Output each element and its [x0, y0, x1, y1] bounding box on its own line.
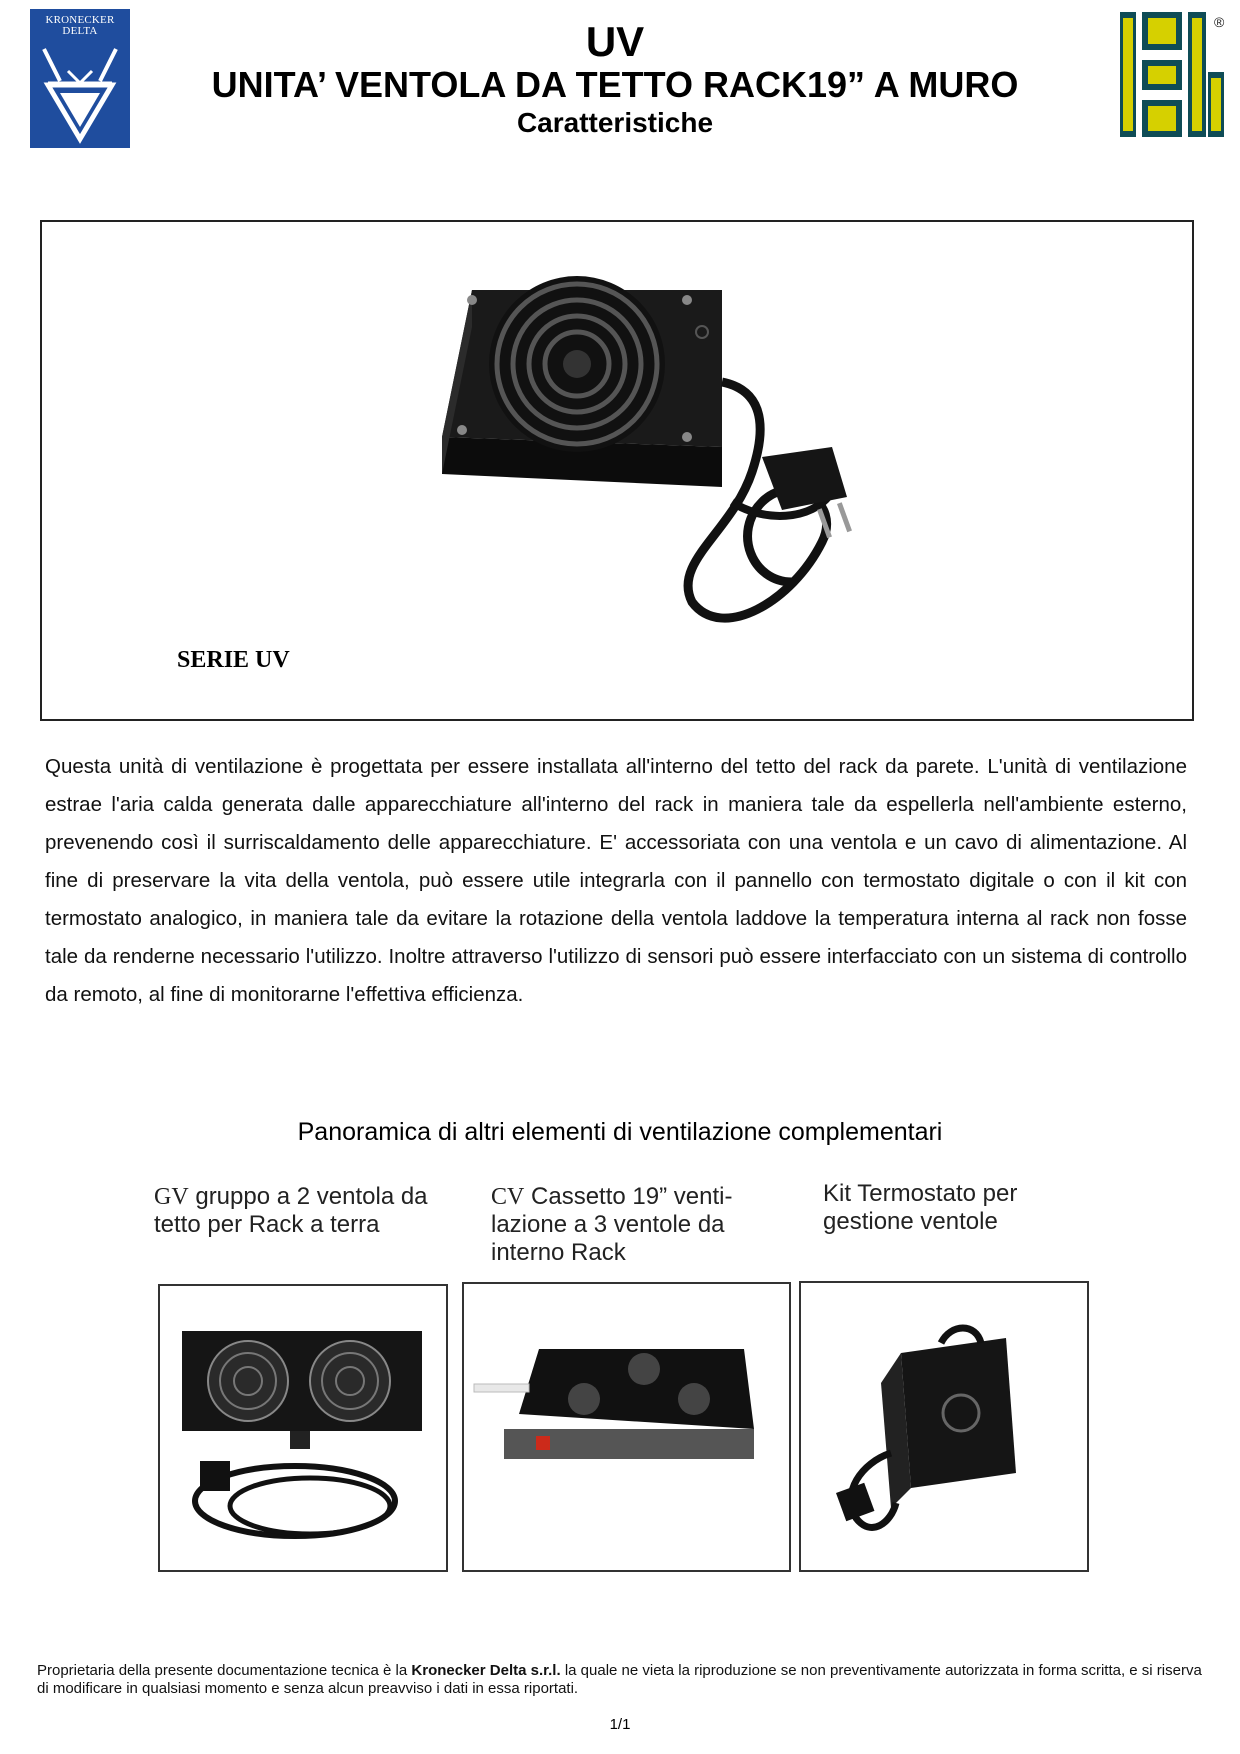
thermostat-kit-image	[801, 1283, 1087, 1570]
kit-text: Kit Termostato per gestione ventole	[823, 1180, 1018, 1235]
page-number: 1/1	[609, 1716, 631, 1733]
complementary-section-title: Panoramica di altri elementi di ventilazione complementari	[297, 1118, 943, 1146]
kronecker-delta-logo	[30, 9, 130, 148]
product-image-box	[40, 220, 1194, 721]
document-section: Caratteristiche	[516, 107, 714, 138]
rack-drawer-image	[464, 1284, 789, 1570]
gv-thumbnail	[158, 1284, 448, 1572]
product-description: Questa unità di ventilazione è progettata per essere installata all'interno del tetto del rack da parete. L'unità di ventilazione estrae l'aria calda generata dalle apparecchiature all'interno del rack in maniera tale da espellerla nell'ambiente esterno, prevenendo così il surriscaldamento delle apparecchiature. E' accessoriata con una ventola e un cavo di alimentazione. Al fine di preservare la vita della ventola, può essere utile integrarla con il pannello con termostato digitale o con il kit con termostato analogico, in maniera tale da evitare la rotazione della ventola laddove la temperatura interna al rack non fosse tale da renderne necessario l'utilizzo. Inoltre attraverso l'utilizzo di sensori può essere interfacciato con un sistema di controllo da remoto, al fine di monitorarne l'effettiva efficienza.	[45, 755, 1187, 1006]
footer-text-after: la quale ne vieta la riproduzione se non preventivamente autorizzata in forma scritta, e si riserva di modificare in qualsiasi momento e senza alcun preavviso i dati in essa riportati.	[37, 1662, 1202, 1697]
series-label: SERIE UV	[177, 647, 290, 673]
cv-caption	[491, 1183, 771, 1267]
delta-symbol-icon	[30, 43, 130, 148]
cv-text: Cassetto 19” venti-lazione a 3 ventole da interno Rack	[491, 1183, 733, 1266]
document-title: UV	[585, 18, 645, 65]
cv-thumbnail	[462, 1282, 791, 1572]
footer-notice	[37, 1662, 1207, 1698]
dual-fan-image	[160, 1286, 446, 1570]
company-logo-right	[1116, 12, 1226, 140]
cv-prefix: CV	[491, 1184, 525, 1210]
gv-caption	[154, 1183, 454, 1239]
footer-text-before: Proprietaria della presente documentazione tecnica è la	[37, 1662, 412, 1679]
gv-text: gruppo a 2 ventola da tetto per Rack a terra	[154, 1183, 428, 1238]
kit-thumbnail	[799, 1281, 1089, 1572]
footer-company: Kronecker Delta s.r.l.	[411, 1662, 561, 1679]
fan-unit-image	[432, 242, 912, 642]
registered-mark: ®	[1214, 14, 1225, 30]
document-subtitle: UNITA’ VENTOLA DA TETTO RACK19” A MURO	[211, 64, 1019, 105]
kit-caption	[823, 1180, 1083, 1236]
gv-prefix: GV	[154, 1184, 189, 1210]
logo-brand-text: KRONECKER DELTA	[45, 14, 115, 37]
